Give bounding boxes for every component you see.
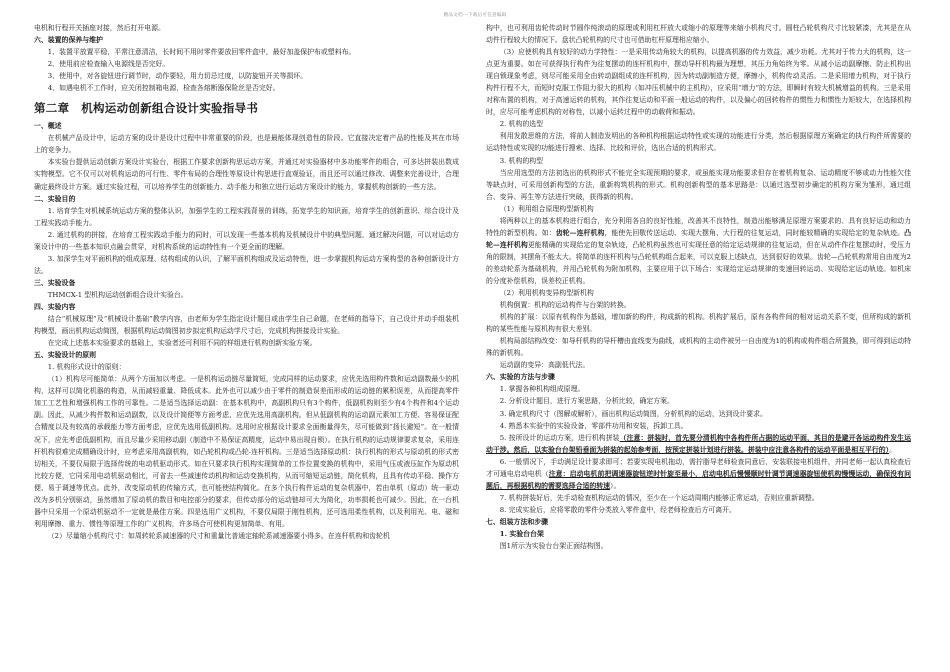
paragraph: 1. 培育学生对机械系统运动方案的整体认识，加强学生的工程实践背景的训练，拓宽学生的知识面，培育学生的创新意识、综合设计及工程实践动手能力。	[34, 206, 459, 227]
paragraph: 3. 机构的构型	[499, 156, 544, 165]
paragraph: 3. 加深学生对平面机构的组成原理、结构组成的认识，了解平面机构组成及运动特性，进一步掌握机构运动方案构型的各种创新设计方法。	[34, 254, 459, 275]
bold-note: 注意：启动电机前把调速器旋钮逆时针旋至最小，启动电机后慢慢顺时针调节调速器旋钮使机构慢慢运动，确保没有问题后，再根据机构的需要选择合适的转速	[486, 469, 911, 490]
text: ）。	[610, 481, 621, 490]
paragraph: 机构局部结构改变：如导杆机构的导杆槽由直线变为曲线，或机构的主动件被另一自由度为1的机构或构件组合所置换，即可得到运动特殊的新机构。	[486, 337, 911, 358]
maintenance-item: 2、使用前应检查输入电源线是否完好。	[47, 60, 170, 69]
text: 5. 按所设计的运动方案，进行机构拼装	[499, 433, 620, 442]
paragraph: （2）尽量缩小机构尺寸：如周转轮系减速器的尺寸和重量比普通定轴轮系减速器要小得多。在连杆机构和齿轮机	[47, 531, 390, 540]
maintenance-item: 1、装置平放置平稳，平常注意清洁，长时间不用时零件要放回零件盒中，最好加盖保护布或塑料布。	[47, 48, 356, 57]
right-column	[486, 22, 911, 552]
subsection-heading: 1. 实验台台架	[499, 529, 544, 538]
paragraph: （3）应使机构具有较好的动力学特性：一是采用传动角较大的机构，以提高机器的传力效益，减少功耗。尤其对于传力大的机构，这一点更为重要。如在可获得执行构件为往复摆动的连杆机构中，摆动导杆机构最为理想，其压力角始终为零。从减小运动副摩擦、防止机构出现自锁现象考虑，则尽可能采用全由转动副组成的连杆机构，因为转动副制造方便，摩擦小，机构传动灵活。二是采用增力机构，对于执行构件行程不大，而短时克服工作阻力很大的机构（如冲压机械中的主机构），应采用“增力”的方法，即瞬时有较大机械增益的机构。三是采用对称布置的机构，对于高速运转的机构，其作往复运动和平面一般运动的构件，以及偏心的回转构件的惯性力和惯性力矩较大，在选择机构时，应尽可能考虑机构的对称性，以减小运转过程中的动载荷和振动。	[486, 48, 911, 117]
left-column	[34, 22, 459, 542]
paragraph: 机构的扩展：以原有机构作为基础，增加新的构件，构成新的机构。机构扩展后，原有各构件间的相对运动关系不变，但所构成的新机构的某些性能与原机构有很大差别。	[486, 313, 911, 334]
text: ，能使先回敬传送运动、实现大摆角、大行程的往复运动，同时能较精确的实现给定的复杂轨迹。	[604, 228, 905, 237]
chapter-title: 第二章 机构运动创新组合设计实验指导书	[34, 101, 259, 116]
paragraph	[486, 215, 911, 287]
paragraph: （1）利用组合原理构型新机构	[499, 204, 594, 213]
paragraph: 2. 通过机构的拼接，在培育工程实践动手能力的同时，可以发现一些基本机构及机械设计中的典型问题，通过解决问题，可以对运动方案设计中的一些基本知识点融会贯穿，对机构系统的运动特性有一个更全面的理解。	[34, 230, 459, 251]
step: 2. 分析设计题目，进行方案思路，分析比较，确定方案。	[499, 397, 674, 406]
step: 4. 熟悉本实验中的实验设备，零部件功用和安装，拆卸工具。	[499, 421, 688, 430]
page-header: 精品文档---下载后可任意编辑	[443, 13, 507, 18]
maintenance-item: 4、如遇电机不工作时，应关闭控制箱电源，检查各熔断器保险丝是否完好。	[47, 84, 280, 93]
section-heading: 七、组装方法和步骤	[486, 517, 549, 526]
maintenance-item: 3、使用中，对各旋钮进行调节时，动作要轻，用力切忌过度，以防旋钮开关等损坏。	[47, 72, 308, 81]
step	[486, 456, 911, 492]
section-heading: 六、实验的方法与步骤	[486, 373, 555, 382]
section-heading: 一、概述	[34, 122, 62, 131]
paragraph: 本实验台提供运动创新方案设计实验台，根据工作要求创新构思运动方案，并通过对实验器材中多功能零件的组合，可多达拼装出数成实物模型。它不仅可以对机构运动的可行性、零件布局的合理性等原设计构思进行直观验证，而且还可以通过修改、调整来完善设计，合理确定最终设计方案。通过实验过程，可以培养学生的创新能力、动手能力和独立进行运动方案设计的能力，掌握机构创新的一些方法。	[34, 158, 459, 191]
bold-note: （注意：拼装时，首先要分清机构中各构件所占据的运动平面，其目的是避开各运动构件发生运动干涉。然后，以实验台台架铅垂面为拼装的起始参考面，按预定拼装计划进行拼装。拼装中应注意各构件的运动平面是相互平行的）	[486, 433, 912, 454]
paragraph: 图1所示为实验台台架正面结构图。	[499, 542, 608, 551]
section-heading: 三、实验设备	[34, 278, 76, 287]
text: 。	[889, 445, 896, 454]
paragraph: 结合“机械原理”及“机械设计基础”教学内容，由老师为学生指定设计题目或由学生自己命题，在老师的指导下，自己设计并动手组装机构模型，画出机构运动简图，根据机构运动简图初步拟定机构运动学尺寸后，完成机构拼接设计实验。	[34, 315, 459, 336]
paragraph: 2. 机构的选型	[499, 120, 544, 129]
section-heading: 四、实验内容	[34, 302, 76, 311]
paragraph: （1）机构尽可能简单：从两个方面加以考虑。一是机构运动链尽量简短，完成同样的运动要求，应优先选用构件数和运动副数最少的机构，这样可以简化机器的构造，从而减轻重量、降低成本。此外也可以减少由于零件的制造误差而形成的运动链的累积误差，从而提高零件加工工艺性和增强机构工作的可靠性。二是适当选择运动副：在基本机构中，高副机构只有3个构件，低副机构则至少有4个构件和4个运动副。因此，从减少构件数和运动副数，以及设计简便等方面考虑，应优先选用高副机构。但从低副机构的运动副元素加工方便、容易保证配合精度以及有较高的承载能力等方面考虑，应优先选用低副机构。选用时应根据设计要求全面衡量得失，尽可能做到“扬长避短”。在一般情况下，应先考虑低副机构，而且尽量少采用移动副（制造中不易保证高精度，运动中易出现自锁）。在执行机构的运动规律要求复杂，采用连杆机构很难完成精确设计时，应考虑采用高副机构，如凸轮机构或凸轮-连杆机构。三是适当选择原动机：执行机构的形式与原动机的形式密切相关，不要仅局限于选择传统的电动机驱动形式。如在只要求执行机构实现简单的工作位置变换的机构中，采用气压或液压缸作为原动机比较方便，它同采用电动机驱动相比，可省去一些减速传动机构和运动变换机构，从而可缩短运动链，简化机构，且具有传动平稳、操作方便、易于调速等优点。此外，改变原动机的传输方式，也可能使结构简化。在多个执行构件运动的复杂机器中，若由单机（原动）统一驱动改为多机分别驱动，虽然增加了原动机的数目和电控部分的要求，但传动部分的运动链却可大为简化，功率损耗也可减少。因此，在一台机器中只采用一个原动机驱动不一定就是最佳方案。四是选用广义机构，不要仅局限于刚性机构，还可选用柔性机构，以及利用光、电、磁和利用摩擦、重力、惯性等原理工作的广义机构，许多场合可使机构更加简单、有用。	[34, 375, 459, 528]
step	[486, 432, 911, 456]
section-heading: 五、实验设计的原则	[34, 351, 97, 360]
paragraph: 在完成上述基本实验要求的基础上，实验者还可利用不同的样组进行机构创新实验方案。	[47, 339, 317, 348]
section-heading: 六、装置的保养与维护	[34, 36, 103, 45]
paragraph: 利用发散思维的方法，将前人制造发明出的各种机构根据运动特性或实现的功能进行分类，然后根据原理方案确定的执行构件所需要的运动特性或实现的功能进行搜索、选择、比较和评价，选出合适的机构形式。	[486, 132, 911, 153]
paragraph: （2）利用机构变异构型新机构	[499, 289, 594, 298]
step: 7. 机构拼装好后，先手动检查机构运动的情况，至少在一个运动周期内能够正常运动，否则应重新调整。	[499, 493, 819, 502]
step: 3. 确定机构尺寸（图解或解析），画出机构运动简图，分析机构的运动，达到设计要求。	[499, 409, 767, 418]
paragraph: 1. 机构形式设计的原则：	[47, 363, 126, 372]
step: 8. 完成实验后，应将零散的零件分类放入零件盒中，经老师检查后方可离开。	[499, 505, 736, 514]
text: 将两种以上的基本机构进行组合，充分利用各自的良好性能，改善其不良特性，制造出能够满足原理方案要求的、具有良好运动和动力特性的新型机构。如：	[486, 216, 911, 237]
paragraph: 构中，也可利用齿轮传动时节圆作纯滚动的原理或利用杠杆放大或缩小的原理等来缩小机构尺寸。圆柱凸轮机构尺寸比较紧凑，尤其是在从动件行程较大的情况下。盘状凸轮机构的尺寸也可借助杠杆原理相应缩小。	[486, 24, 911, 45]
paragraph: THMCX-1 型机构运动创新组合设计实验台。	[47, 290, 188, 299]
bold-term: 齿轮—连杆机构	[555, 228, 605, 237]
paragraph: 当应用选型的方法初选出的机构形式不能完全实现预期的要求，或虽能实现功能要求但存在着机构复杂、运动精度不够或动力性能欠佳等缺点时，可采用创新构型的方法，重新构筑机构的形式。机构创新构型的基本思路是：以通过选型初步确定的机构方案为雏形，通过组合、变异、再生等方法进行突破，获得新的机构。	[486, 168, 911, 201]
step: 1. 掌握各种机构组成原理。	[499, 385, 585, 394]
intro-line: 电机和行程开关插座对接，然后打开电源。	[34, 24, 165, 32]
text: 6. 一般情况下，手动满足设计要求即可；若要实现电机拖动，需拧脂导老师检查同意后，安装联接电机组件，并同老师一起认真检查后才可通电启动电机（	[486, 457, 911, 478]
section-heading: 二、实验目的	[34, 194, 76, 203]
paragraph: 在机械产品设计中，运动方案的设计是设计过程中非常重要的阶段，也是最能体现创造性的阶段。它直接决定着产品的性能及其在市场上的竞争力。	[34, 134, 459, 155]
bold-term: 凸轮—连杆机构	[486, 228, 912, 249]
text: 更能精确的实现给定的复杂轨迹，凸轮机构虽然也可实现任意的给定运动规律的往复运动，但在从动件作往复摆动时，受压力角的限制，其摆角不能太大。将简单的连杆机构与凸轮机构组合起来，可以克服上述缺点，达到很好的效果。齿轮—凸轮机构常用自由度为2的差动轮系为基础机构，并用凸轮机构为附加机构，主要应用于以下场合：实现给定运动规律的变速回转运动、实现给定运动轨迹。如机床的分度补偿机构，误差校正机构。	[486, 240, 911, 285]
paragraph: 运动副的变异：高副低代法。	[499, 361, 590, 370]
paragraph: 机构倒置：机构的运动构件与台架的转换。	[499, 301, 631, 310]
